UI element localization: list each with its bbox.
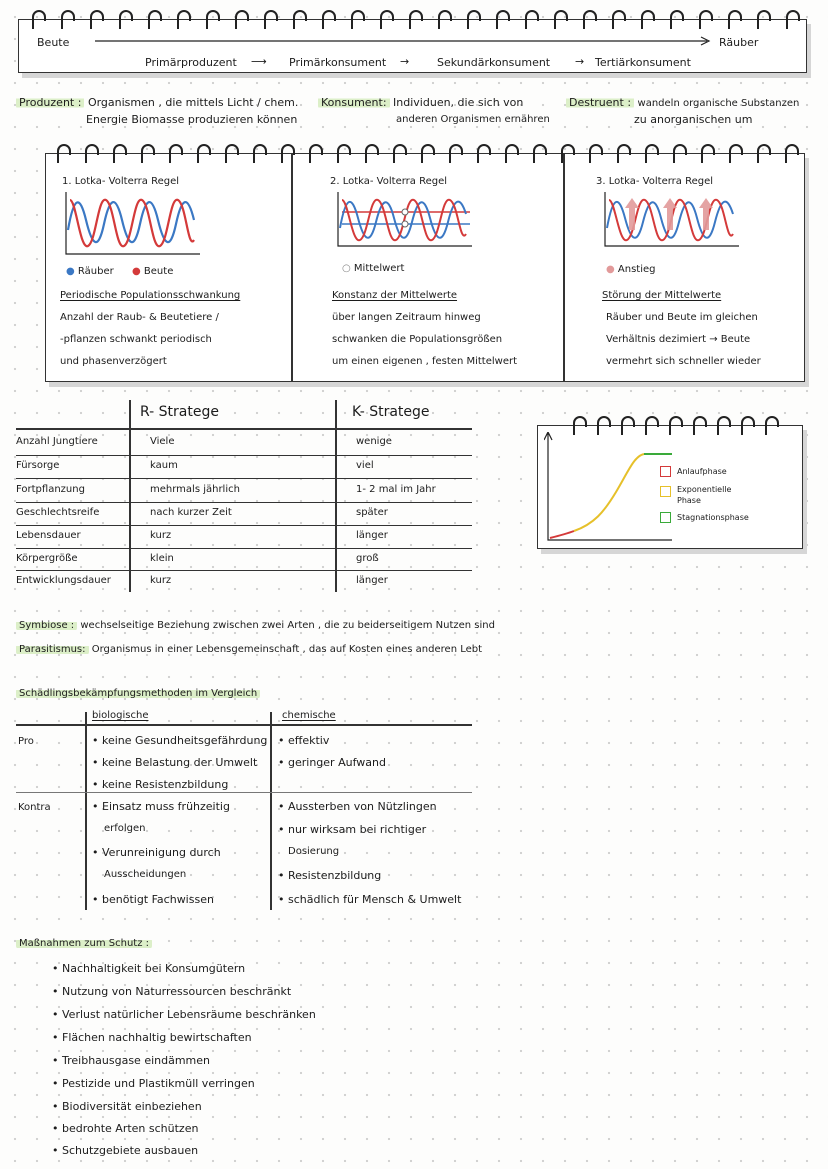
lotka-3-graph [601,190,741,250]
lotka-2-line: über langen Zeitraum hinweg [332,312,481,323]
pest-chem-pro-item: • effektiv [278,734,329,747]
row-r-value: kurz [150,575,172,586]
definition-text: Organismus in einer Lebensgemeinschaft , das auf Kosten eines anderen Lebt [91,644,483,655]
legend-circle-icon: ○ [342,263,351,274]
legend-label: Exponentielle Phase [677,485,732,505]
table-header-r: R- Stratege [140,404,219,420]
food-chain-level-3: Sekundärkonsument [437,56,551,69]
food-chain-level-4: Tertiärkonsument [595,56,691,69]
row-label: Geschlechtsreife [16,507,100,518]
row-r-value: mehrmals jährlich [150,484,240,495]
protection-title-text: Maßnahmen zum Schutz : [16,938,152,949]
table-row-line [16,548,472,549]
card-divider [563,154,565,381]
definition-text: wandeln organische Substanzen [637,98,800,109]
row-label: Körpergröße [16,553,78,564]
table-row-line [16,525,472,526]
lotka-2-title: 2. Lotka- Volterra Regel [330,176,448,187]
spiral-binding-icon [46,141,804,167]
definition-text: wechselseitige Beziehung zwischen zwei Arten , die zu beiderseitigem Nutzen sind [80,620,495,631]
lotka-1-graph [62,190,202,258]
protection-item: • Nutzung von Naturressourcen beschränkt [52,985,291,998]
definition-produzent [16,96,316,131]
legend-label: Anstieg [617,264,656,275]
lotka-3-line: Räuber und Beute im gleichen [606,312,758,323]
legend-square-icon [660,486,671,497]
definition-term: Konsument: [318,96,390,109]
lotka-1-legend-predator [66,266,114,277]
legend-square-icon [660,466,671,477]
lotka-3-line: vermehrt sich schneller wieder [606,356,761,367]
table-row-line [16,478,472,479]
pest-column-divider [270,712,272,910]
row-k-value: länger [356,530,388,541]
food-chain-left-label: Beute [37,36,70,49]
definition-term: Symbiose : [16,620,77,631]
pest-bio-pro-item: • keine Belastung der Umwelt [92,756,257,769]
card-divider [291,154,293,381]
pest-bio-kontra-item: • benötigt Fachwissen [92,893,214,906]
row-r-value: nach kurzer Zeit [150,507,232,518]
legend-label: Stagnationsphase [677,513,749,522]
growth-legend-item [660,484,737,506]
lotka-1-line: -pflanzen schwankt periodisch [60,334,212,345]
lotka-3-line: Verhältnis dezimiert → Beute [606,334,751,345]
lotka-2-line: um einen eigenen , festen Mittelwert [332,356,518,367]
definition-text: zu anorganischen um [634,113,753,126]
lotka-1-title: 1. Lotka- Volterra Regel [62,176,180,187]
protection-item: • Nachhaltigkeit bei Konsumgütern [52,962,245,975]
lotka-volterra-card [45,153,805,382]
pest-bio-kontra-item: • Einsatz muss frühzeitig [92,800,230,813]
lotka-1-line: Anzahl der Raub- & Beutetiere / [60,312,219,323]
lotka-3-heading: Störung der Mittelwerte [602,290,722,301]
food-chain-step-arrow-icon: → [575,55,585,68]
row-k-value: 1- 2 mal im Jahr [356,484,436,495]
row-k-value: länger [356,575,388,586]
lotka-3-legend-increase [606,264,656,275]
definition-text: Individuen, die sich von [393,96,524,109]
row-k-value: wenige [356,436,392,447]
definition-text: Organismen , die mittels Licht / chem. [87,96,299,109]
food-chain-arrow-icon [95,36,715,46]
food-chain-step-arrow-icon: → [400,55,410,68]
pest-chem-kontra-item: • nur wirksam bei richtiger [278,823,426,836]
definition-term: Destruent : [566,96,634,109]
lotka-1-line: und phasenverzögert [60,356,167,367]
pest-chem-pro-item: • geringer Aufwand [278,756,386,769]
legend-dot-icon: ● [66,266,75,277]
pest-pro-label: Pro [18,736,34,747]
pest-control-title [16,688,260,699]
definition-text: anderen Organismen ernähren [396,114,550,125]
pest-row-line [16,792,472,793]
row-k-value: groß [356,553,379,564]
lotka-1-heading: Periodische Populationsschwankung [60,290,241,301]
pest-col-chem: chemische [282,710,336,721]
table-column-divider [335,400,337,592]
lotka-2-graph [334,190,474,250]
lotka-2-line: schwanken die Populationsgrößen [332,334,503,345]
row-r-value: Viele [150,436,175,447]
food-chain-card [18,19,807,73]
pest-kontra-label: Kontra [18,802,51,813]
row-label: Anzahl Jungtiere [16,436,98,447]
definition-konsument [318,96,558,131]
food-chain-step-arrow-icon: ⟶ [251,55,267,68]
pest-chem-kontra-continuation: Dosierung [288,846,340,857]
protection-item: • Schutzgebiete ausbauen [52,1144,198,1157]
protection-item: • Verlust natürlicher Lebensräume beschränken [52,1008,316,1021]
protection-item: • Biodiversität einbeziehen [52,1100,202,1113]
protection-item: • Flächen nachhaltig bewirtschaften [52,1031,252,1044]
legend-square-icon [660,512,671,523]
table-header-line [16,428,472,430]
table-row-line [16,570,472,571]
food-chain-level-2: Primärkonsument [289,56,387,69]
definition-parasitismus [16,644,482,655]
growth-legend-item [660,512,749,523]
pest-control-title-text: Schädlingsbekämpfungsmethoden im Vergleich [16,688,260,699]
lotka-2-legend-mean [342,263,404,274]
pest-bio-pro-item: • keine Resistenzbildung [92,778,228,791]
table-header-k: K- Stratege [352,404,430,420]
spiral-binding-icon [19,7,806,33]
protection-item: • bedrohte Arten schützen [52,1122,198,1135]
pest-chem-kontra-item: • schädlich für Mensch & Umwelt [278,893,461,906]
definition-symbiose [16,620,495,631]
pest-bio-kontra-continuation: erfolgen [104,823,146,834]
row-k-value: später [356,507,388,518]
row-label: Lebensdauer [16,530,81,541]
growth-legend-item [660,466,727,477]
food-chain-level-1: Primärproduzent [145,56,237,69]
row-r-value: kurz [150,530,172,541]
legend-label: Räuber [77,266,114,277]
growth-curve-graph [544,432,674,544]
legend-dot-icon: ● [132,266,141,277]
definition-term: Produzent : [16,96,84,109]
definition-destruent [566,96,824,131]
pest-chem-kontra-item: • Aussterben von Nützlingen [278,800,437,813]
protection-title [16,938,152,949]
row-label: Fürsorge [16,460,60,471]
row-k-value: viel [356,460,374,471]
pest-bio-kontra-item: • Verunreinigung durch [92,846,221,859]
pest-col-bio: biologische [92,710,149,721]
pest-column-divider [85,712,87,910]
lotka-2-heading: Konstanz der Mittelwerte [332,290,458,301]
legend-label: Mittelwert [353,263,405,274]
lotka-3-title: 3. Lotka- Volterra Regel [596,176,714,187]
protection-item: • Pestizide und Plastikmüll verringen [52,1077,255,1090]
pest-bio-pro-item: • keine Gesundheitsgefährdung [92,734,267,747]
growth-curve-card [537,425,803,549]
protection-item: • Treibhausgase eindämmen [52,1054,210,1067]
definition-text: Energie Biomasse produzieren können [86,113,298,126]
legend-label: Beute [143,266,174,277]
row-label: Entwicklungsdauer [16,575,111,586]
legend-dot-icon: ● [606,264,615,275]
definition-term: Parasitismus: [16,644,89,655]
legend-label: Anlaufphase [677,467,727,476]
row-r-value: klein [150,553,174,564]
pest-bio-kontra-continuation: Ausscheidungen [104,869,187,880]
pest-chem-kontra-item: • Resistenzbildung [278,869,381,882]
lotka-1-legend-prey [132,266,173,277]
table-row-line [16,455,472,456]
row-label: Fortpflanzung [16,484,85,495]
table-row-line [16,502,472,503]
table-column-divider [129,400,131,592]
food-chain-right-label: Räuber [719,36,759,49]
row-r-value: kaum [150,460,178,471]
